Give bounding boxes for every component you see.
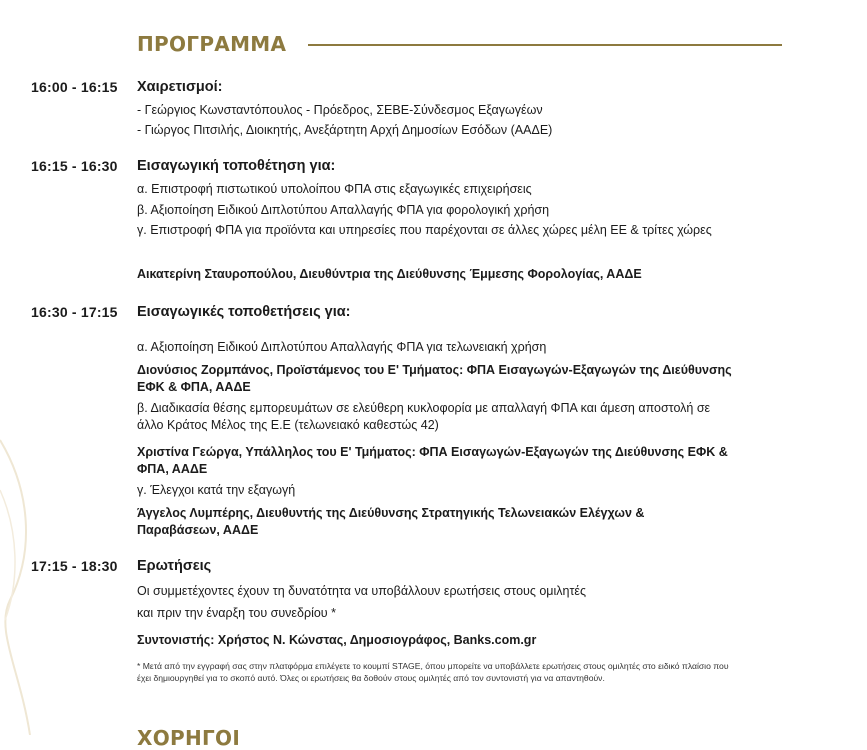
session-title: Ερωτήσεις [137, 558, 212, 574]
session-title: Εισαγωγικές τοποθετήσεις για: [137, 304, 351, 320]
session-line: α. Επιστροφή πιστωτικού υπολοίπου ΦΠΑ στις εξαγωγικές επιχειρήσεις [137, 182, 532, 196]
session-line: - Γιώργος Πιτσιλής, Διοικητής, Ανεξάρτητη Αρχή Δημοσίων Εσόδων (ΑΑΔΕ) [137, 123, 553, 137]
session-speaker: Διονύσιος Ζορμπάνος, Προϊστάμενος του Ε' Τμήματος: ΦΠΑ Εισαγωγών-Εξαγωγών της Διεύθυνσης ΕΦΚ & ΦΠΑ, ΑΑΔΕ [137, 363, 732, 394]
program-title: ΠΡΟΓΡΑΜΜΑ [137, 32, 287, 56]
session-line: β. Αξιοποίηση Ειδικού Διπλοτύπου Απαλλαγής ΦΠΑ για φορολογική χρήση [137, 203, 550, 217]
session-line: - Γεώργιος Κωνσταντόπουλος - Πρόεδρος, ΣΕΒΕ-Σύνδεσμος Εξαγωγέων [137, 103, 543, 117]
header-divider [308, 44, 782, 46]
session-item-text: β. Διαδικασία θέσης εμπορευμάτων σε ελεύθερη κυκλοφορία με απαλλαγή ΦΠΑ και άμεση αποστολή σε άλλο Κράτος Μέλος της Ε.Ε (τελωνειακό καθεστώς 42) [137, 401, 711, 432]
session-time: 17:15 - 18:30 [31, 558, 118, 574]
session-time: 16:30 - 17:15 [31, 304, 118, 320]
session-moderator: Συντονιστής: Χρήστος Ν. Κώνστας, Δημοσιογράφος, Banks.com.gr [137, 633, 537, 647]
next-section-title: ΧΟΡΗΓΟΙ [137, 726, 241, 750]
session-line: γ. Επιστροφή ΦΠΑ για προϊόντα και υπηρεσίες που παρέχονται σε άλλες χώρες μέλη ΕΕ & τρίτες χώρες [137, 223, 712, 237]
session-title: Εισαγωγική τοποθέτηση για: [137, 158, 336, 174]
session-item-text: α. Αξιοποίηση Ειδικού Διπλοτύπου Απαλλαγής ΦΠΑ για τελωνειακή χρήση [137, 340, 547, 354]
session-time: 16:15 - 16:30 [31, 158, 118, 174]
decorative-swirl [0, 430, 40, 735]
session-item-text: γ. Έλεγχοι κατά την εξαγωγή [137, 483, 296, 497]
session-line: Οι συμμετέχοντες έχουν τη δυνατότητα να υποβάλλουν ερωτήσεις στους ομιλητές [137, 584, 587, 598]
session-speaker: Χριστίνα Γεώργα, Υπάλληλος του Ε' Τμήματος: ΦΠΑ Εισαγωγών-Εξαγωγών της Διεύθυνσης ΕΦΚ & ΦΠΑ, ΑΑΔΕ [137, 445, 728, 476]
session-speaker: Άγγελος Λυμπέρης, Διευθυντής της Διεύθυνσης Στρατηγικής Τελωνειακών Ελέγχων & Παραβάσεων, ΑΑΔΕ [137, 506, 645, 537]
session-time: 16:00 - 16:15 [31, 79, 118, 95]
footnote: * Μετά από την εγγραφή σας στην πλατφόρμα επιλέγετε το κουμπί STAGE, όπου μπορείτε να υποβάλλετε ερωτήσεις στους ομιλητές στο ειδικό πλαίσιο που έχει δημιουργηθεί για το σκοπό αυτό. Όλες οι ερωτήσεις θα δοθούν στους ομιλητές από τον συντονιστή για να απαντηθούν. [137, 661, 729, 683]
session-line: και πριν την έναρξη του συνεδρίου * [137, 606, 336, 620]
session-speaker: Αικατερίνη Σταυροπούλου, Διευθύντρια της Διεύθυνσης Έμμεσης Φορολογίας, ΑΑΔΕ [137, 267, 642, 281]
session-title: Χαιρετισμοί: [137, 79, 223, 95]
program-header [137, 30, 782, 58]
